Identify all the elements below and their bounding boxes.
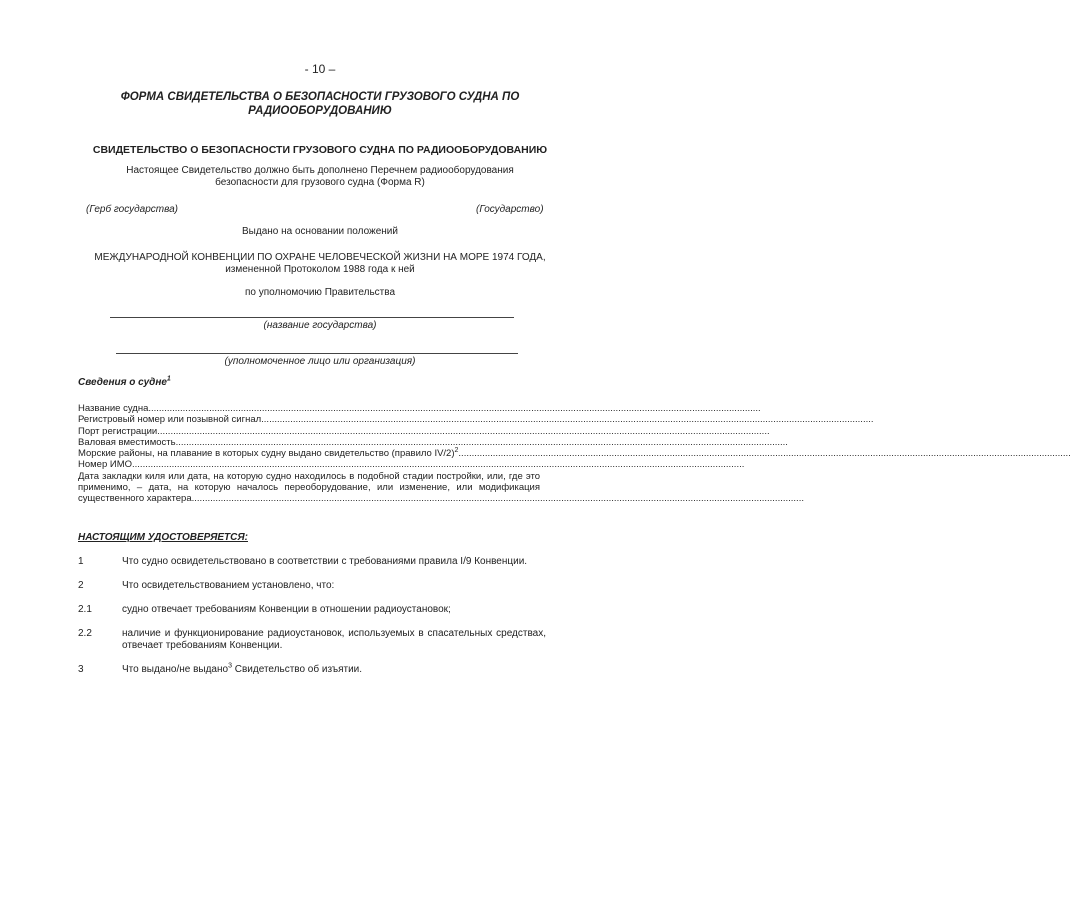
- form-title: [0, 90, 640, 118]
- form-title-line-1: ФОРМА СВИДЕТЕЛЬСТВА О БЕЗОПАСНОСТИ ГРУЗОВОГО СУДНА ПО: [120, 91, 520, 103]
- item-text: [122, 664, 546, 676]
- leader-dots: ........................................................................................................................................................................................................................................: [157, 425, 770, 437]
- particular-label: Регистровый номер или позывной сигнал: [78, 414, 262, 426]
- particular-label: Морские районы, на плавание в которых судну выдано свидетельство (правило IV/2): [78, 448, 455, 460]
- issued-under-text: Выдано на основании положений: [242, 226, 398, 237]
- authority-text: по уполномочию Правительства: [244, 287, 395, 298]
- authorized-person-caption: (уполномоченное лицо или организация): [224, 356, 416, 367]
- item-number: 2: [78, 580, 84, 591]
- state-name-line: [110, 317, 514, 318]
- item-text: Что судно освидетельствовано в соответствии с требованиями правила I/9 Конвенции.: [122, 556, 528, 567]
- footnote-3-mark: 3: [228, 662, 232, 670]
- convention-line-2: измененной Протоколом 1988 года к ней: [225, 264, 415, 275]
- item-2: [78, 580, 546, 592]
- certificate-title: СВИДЕТЕЛЬСТВО О БЕЗОПАСНОСТИ ГРУЗОВОГО СУДНА ПО РАДИООБОРУДОВАНИЮ: [92, 144, 548, 156]
- leader-dots: ........................................................................................................................................................................................................................................: [458, 448, 1071, 460]
- particular-row-keel-date: [78, 470, 804, 505]
- coat-of-arms-label: (Герб государства): [86, 204, 178, 215]
- item-text: Что освидетельствованием установлено, что:: [122, 580, 335, 591]
- item-2-1: [78, 604, 546, 616]
- supplement-note: [0, 165, 640, 189]
- ship-particulars-heading: [78, 377, 171, 388]
- supplement-note-line-1: Настоящее Свидетельство должно быть дополнено Перечнем радиооборудования: [126, 165, 514, 176]
- item-text: наличие и функционирование радиоустановок, используемых в спасательных средствах, отвечает требованиям Конвенции.: [122, 628, 546, 651]
- leader-dots: ........................................................................................................................................................................................................................................: [191, 493, 804, 505]
- item-2-2: [78, 628, 546, 652]
- leader-dots: ........................................................................................................................................................................................................................................: [148, 403, 761, 414]
- particular-row-ship-name: [78, 403, 761, 414]
- item-3: [78, 664, 546, 676]
- particular-row-tonnage: [78, 436, 788, 448]
- state-name-caption: (название государства): [263, 320, 377, 331]
- footnote-2-mark: 2: [454, 447, 459, 455]
- item-number: 3: [78, 664, 84, 675]
- item-text-part-a: Что выдано/не выдано: [122, 664, 229, 675]
- convention-title: [0, 252, 640, 276]
- particular-row-call-sign: [78, 414, 874, 426]
- certify-heading: НАСТОЯЩИМ УДОСТОВЕРЯЕТСЯ:: [78, 532, 248, 543]
- particular-label: Название судна: [78, 403, 149, 414]
- authorized-person-line: [116, 353, 518, 354]
- convention-line-1: МЕЖДУНАРОДНОЙ КОНВЕНЦИИ ПО ОХРАНЕ ЧЕЛОВЕЧЕСКОЙ ЖИЗНИ НА МОРЕ 1974 ГОДА,: [94, 252, 546, 263]
- leader-dots: ........................................................................................................................................................................................................................................: [175, 436, 788, 448]
- particular-label: Валовая вместимость: [78, 436, 176, 448]
- ship-particulars-list: [78, 403, 1071, 505]
- item-number: 2.1: [78, 604, 92, 615]
- particular-label: Дата закладки киля или дата, на которую судно находилось в подобной стадии постройки, или, где это применимо, – дата, на которую началось переоборудование, или изменение, или модификация существенного характера: [78, 470, 540, 505]
- item-text-part-b: Свидетельство об изъятии.: [231, 664, 363, 675]
- particular-label: Номер ИМО: [78, 459, 133, 471]
- particular-row-imo: [78, 459, 745, 471]
- item-number: 2.2: [78, 628, 92, 639]
- particular-row-sea-areas: [78, 447, 1071, 460]
- footnote-1-mark: 1: [166, 375, 171, 383]
- supplement-note-line-2: безопасности для грузового судна (Форма R): [215, 177, 425, 188]
- leader-dots: ........................................................................................................................................................................................................................................: [261, 414, 874, 426]
- state-label: (Государство): [476, 204, 544, 215]
- particular-row-port: [78, 425, 770, 437]
- item-number: 1: [78, 556, 84, 567]
- ship-particulars-heading-text: Сведения о судне: [78, 377, 167, 388]
- item-text: судно отвечает требованиям Конвенции в отношении радиоустановок;: [122, 604, 451, 615]
- leader-dots: ........................................................................................................................................................................................................................................: [132, 459, 745, 471]
- item-1: [78, 556, 546, 568]
- particular-label: Порт регистрации: [78, 425, 158, 437]
- form-title-line-2: РАДИООБОРУДОВАНИЮ: [248, 105, 392, 117]
- page-number: - 10 –: [304, 62, 336, 76]
